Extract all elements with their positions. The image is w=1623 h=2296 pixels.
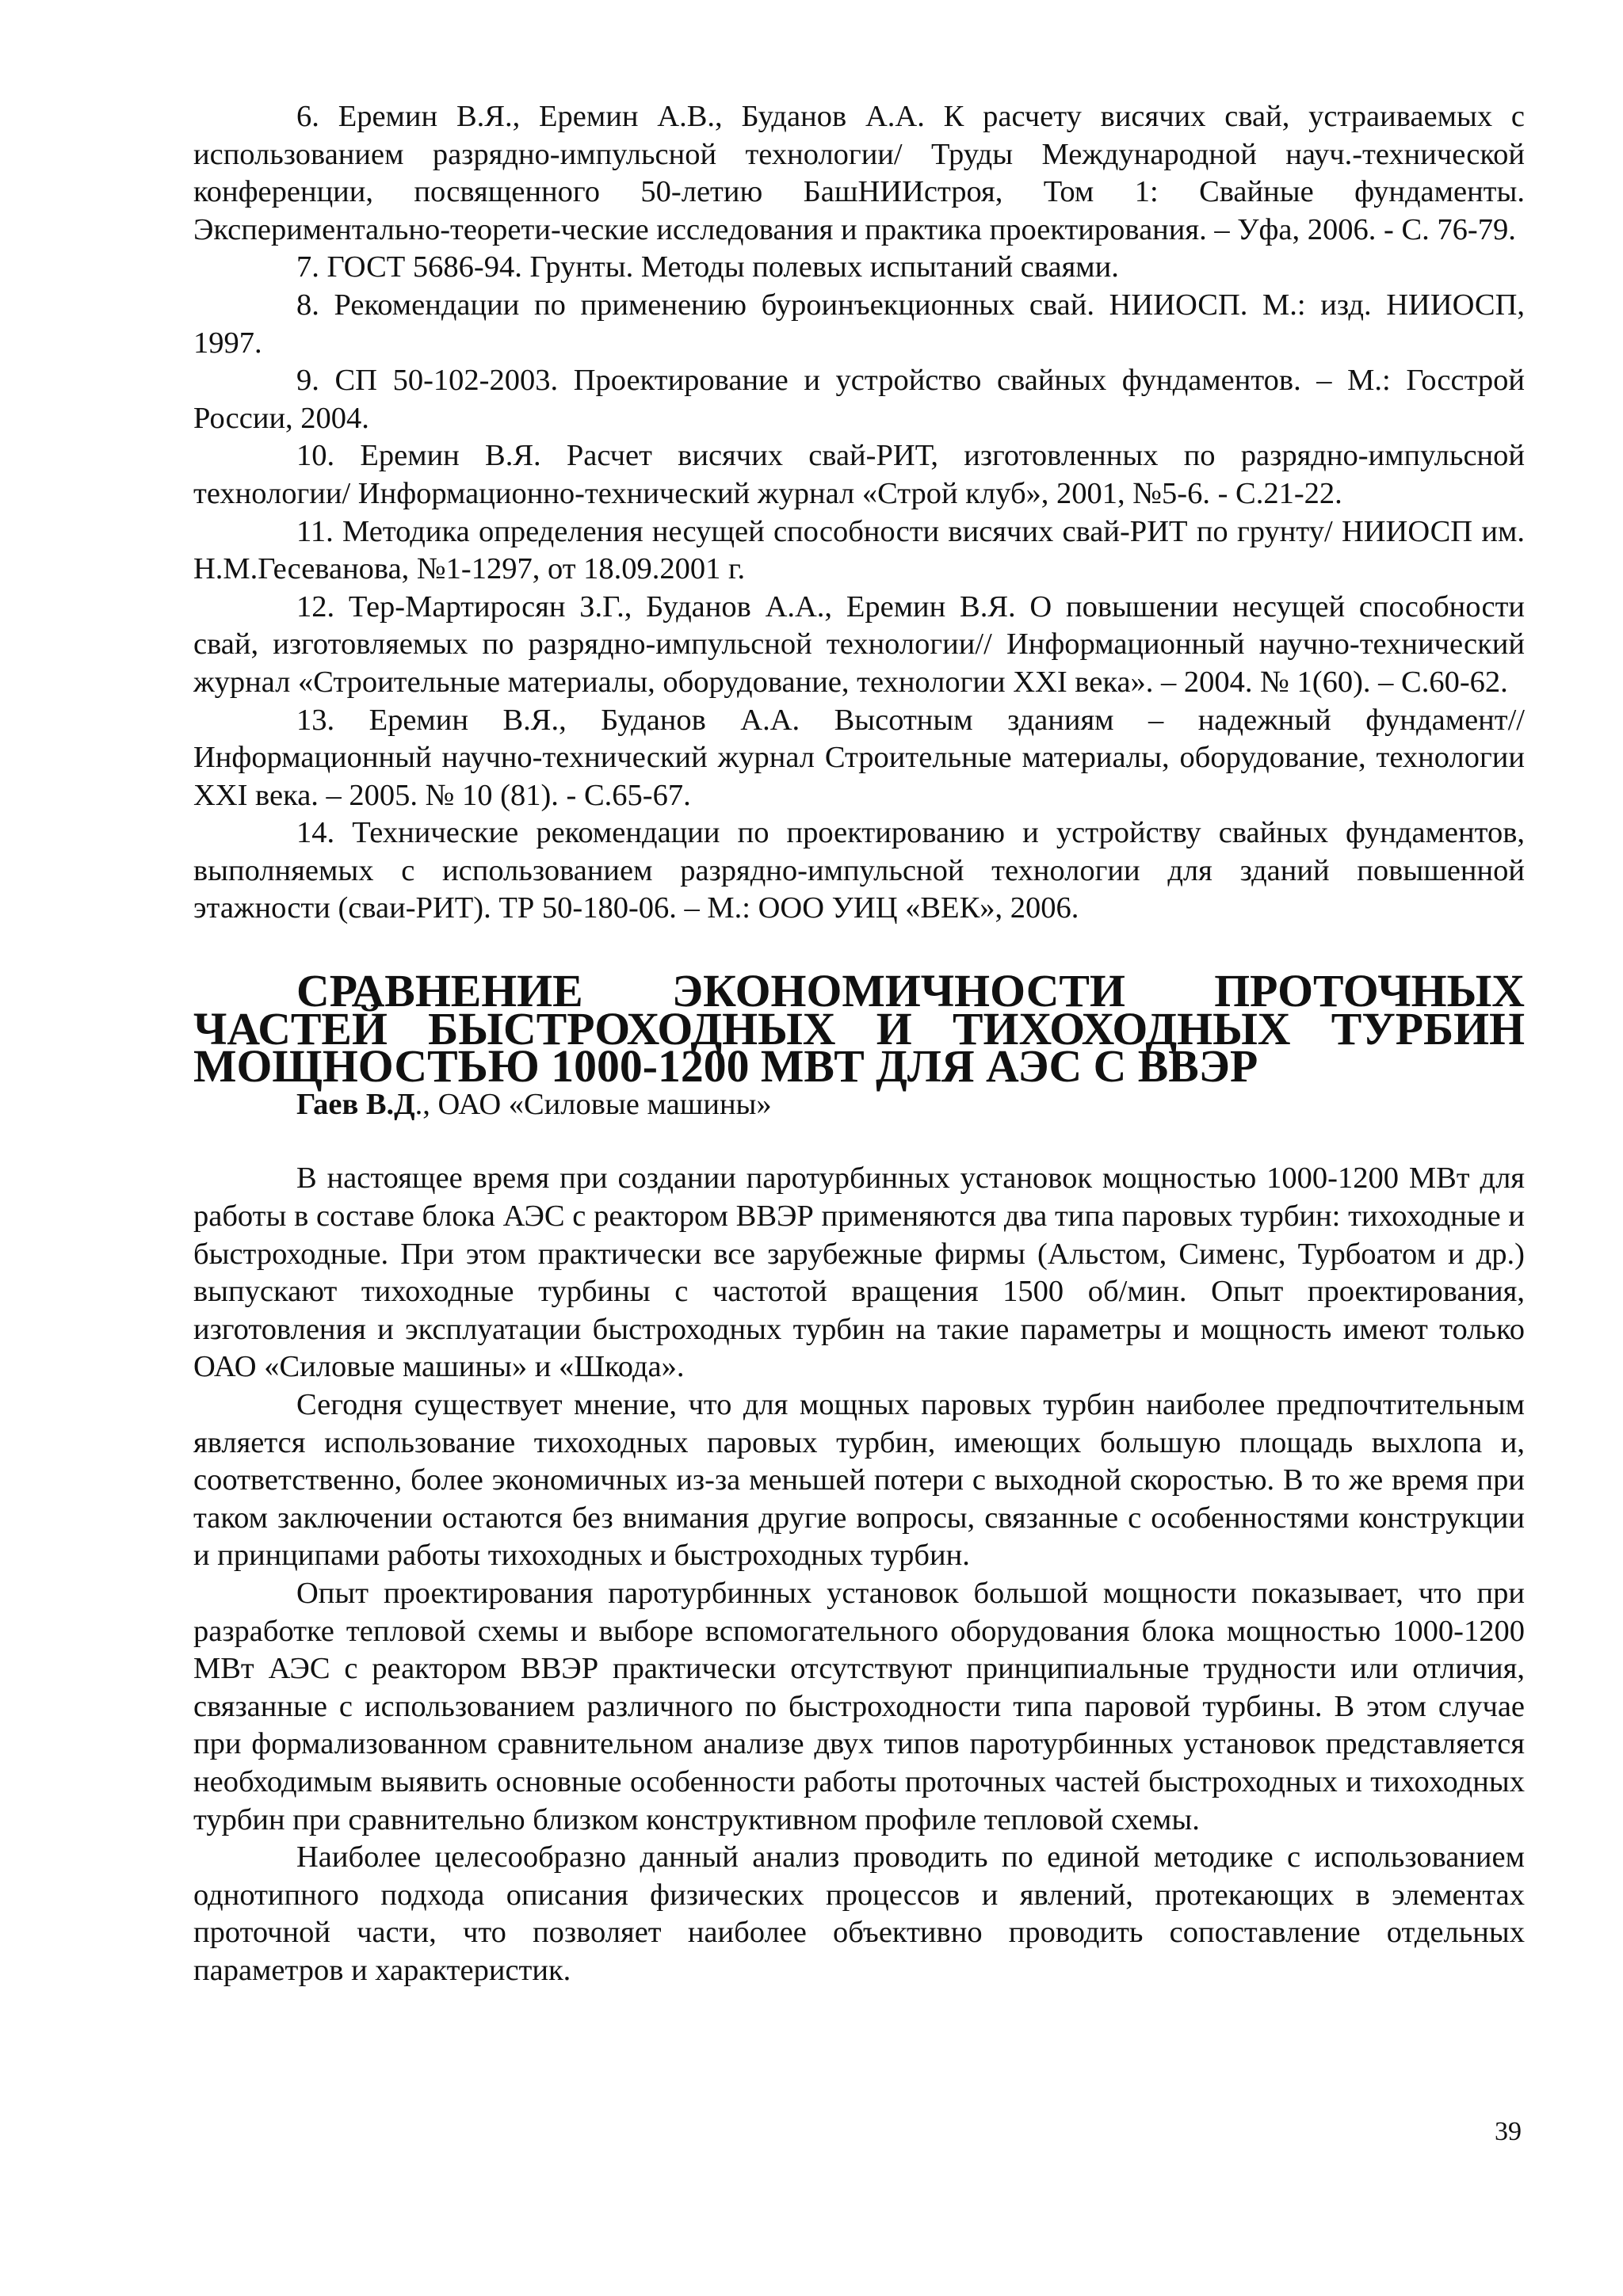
body-paragraph: Сегодня существует мнение, что для мощных паровых турбин наиболее предпочтительным является использование тихоходных паровых турбин, имеющих большую площадь выхлопа и, соответственно, более экономичных из-за меньшей потери с выходной скоростью. В то же время при таком заключении остаются без внимания другие вопросы, связанные с особенностями конструкции и принципами работы тихоходных и быстроходных турбин. — [193, 1388, 1525, 1573]
reference-item: 11. Методика определения несущей способности висячих свай-РИТ по грунту/ НИИОСП им. Н.М.Гесеванова, №1-1297, от 18.09.2001 г. — [193, 514, 1525, 586]
reference-item: 10. Еремин В.Я. Расчет висячих свай-РИТ, изготовленных по разрядно-импульсной технологии/ Информационно-технический журнал «Строй клуб», 2001, №5-6. - С.21-22. — [193, 439, 1525, 510]
references-list — [193, 98, 1525, 928]
body-paragraph: Опыт проектирования паротурбинных установок большой мощности показывает, что при разработке тепловой схемы и выборе вспомогательного оборудования блока мощностью 1000-1200 МВт АЭС с реактором ВВЭР практически отсутствуют принципиальные трудности или отличия, связанные с использованием различного по быстроходности типа паровой турбины. В этом случае при формализованном сравнительном анализе двух типов паротурбинных установок представляется необходимым выявить основные особенности работы проточных частей быстроходных и тихоходных турбин при сравнительно близком конструктивном профиле тепловой схемы. — [193, 1576, 1525, 1836]
author-name: Гаев В.Д — [296, 1087, 415, 1121]
article-title: СРАВНЕНИЕ ЭКОНОМИЧНОСТИ ПРОТОЧНЫХ ЧАСТЕЙ БЫСТРОХОДНЫХ И ТИХОХОДНЫХ ТУРБИН МОЩНОСТЬЮ 1000-1200 МВТ ДЛЯ АЭС С ВВЭР — [193, 967, 1525, 1093]
reference-item: 9. СП 50-102-2003. Проектирование и устройство свайных фундаментов. – М.: Госстрой России, 2004. — [193, 364, 1525, 435]
reference-item: 12. Тер-Мартиросян З.Г., Буданов А.А., Еремин В.Я. О повышении несущей способности свай, изготовляемых по разрядно-импульсной технологии// Информационный научно-технический журнал «Строительные материалы, оборудование, технологии XXI века». – 2004. № 1(60). – С.60-62. — [193, 589, 1525, 699]
body-paragraph: В настоящее время при создании паротурбинных установок мощностью 1000-1200 МВт для работы в составе блока АЭС с реактором ВВЭР применяются два типа паровых турбин: тихоходные и быстроходные. При этом практически все зарубежные фирмы (Альстом, Сименс, Турбоатом и др.) выпускают тихоходные турбины с частотой вращения 1500 об/мин. Опыт проектирования, изготовления и эксплуатации быстроходных турбин на такие параметры и мощность имеют только ОАО «Силовые машины» и «Шкода». — [193, 1161, 1525, 1384]
page-number: 39 — [1495, 2117, 1522, 2146]
author-affiliation: ., ОАО «Силовые машины» — [414, 1087, 772, 1121]
page-content — [193, 98, 1525, 1990]
reference-item: 14. Технические рекомендации по проектированию и устройству свайных фундаментов, выполняемых с использованием разрядно-импульсной технологии для зданий повышенной этажности (сваи-РИТ). ТР 50-180-06. – М.: ООО УИЦ «ВЕК», 2006. — [193, 816, 1525, 925]
body-paragraph: Наиболее целесообразно данный анализ проводить по единой методике с использованием однотипного подхода описания физических процессов и явлений, протекающих в элементах проточной части, что позволяет наиболее объективно проводить сопоставление отдельных параметров и характеристик. — [193, 1840, 1525, 1987]
article-body — [193, 1160, 1525, 1989]
reference-item: 7. ГОСТ 5686-94. Грунты. Методы полевых испытаний сваями. — [296, 250, 1119, 284]
reference-item: 13. Еремин В.Я., Буданов А.А. Высотным зданиям – надежный фундамент// Информационный научно-технический журнал Строительные материалы, оборудование, технологии XXI века. – 2005. № 10 (81). - С.65-67. — [193, 703, 1525, 812]
reference-item: 6. Еремин В.Я., Еремин А.В., Буданов А.А. К расчету висячих свай, устраиваемых с использованием разрядно-импульсной технологии/ Труды Международной науч.-технической конференции, посвященного 50-летию БашНИИстроя, Том 1: Свайные фундаменты. Экспериментально-теорети-ческие исследования и практика проектирования. – Уфа, 2006. - С. 76-79. — [193, 100, 1525, 246]
reference-item: 8. Рекомендации по применению буроинъекционных свай. НИИОСП. М.: изд. НИИОСП, 1997. — [193, 288, 1525, 360]
